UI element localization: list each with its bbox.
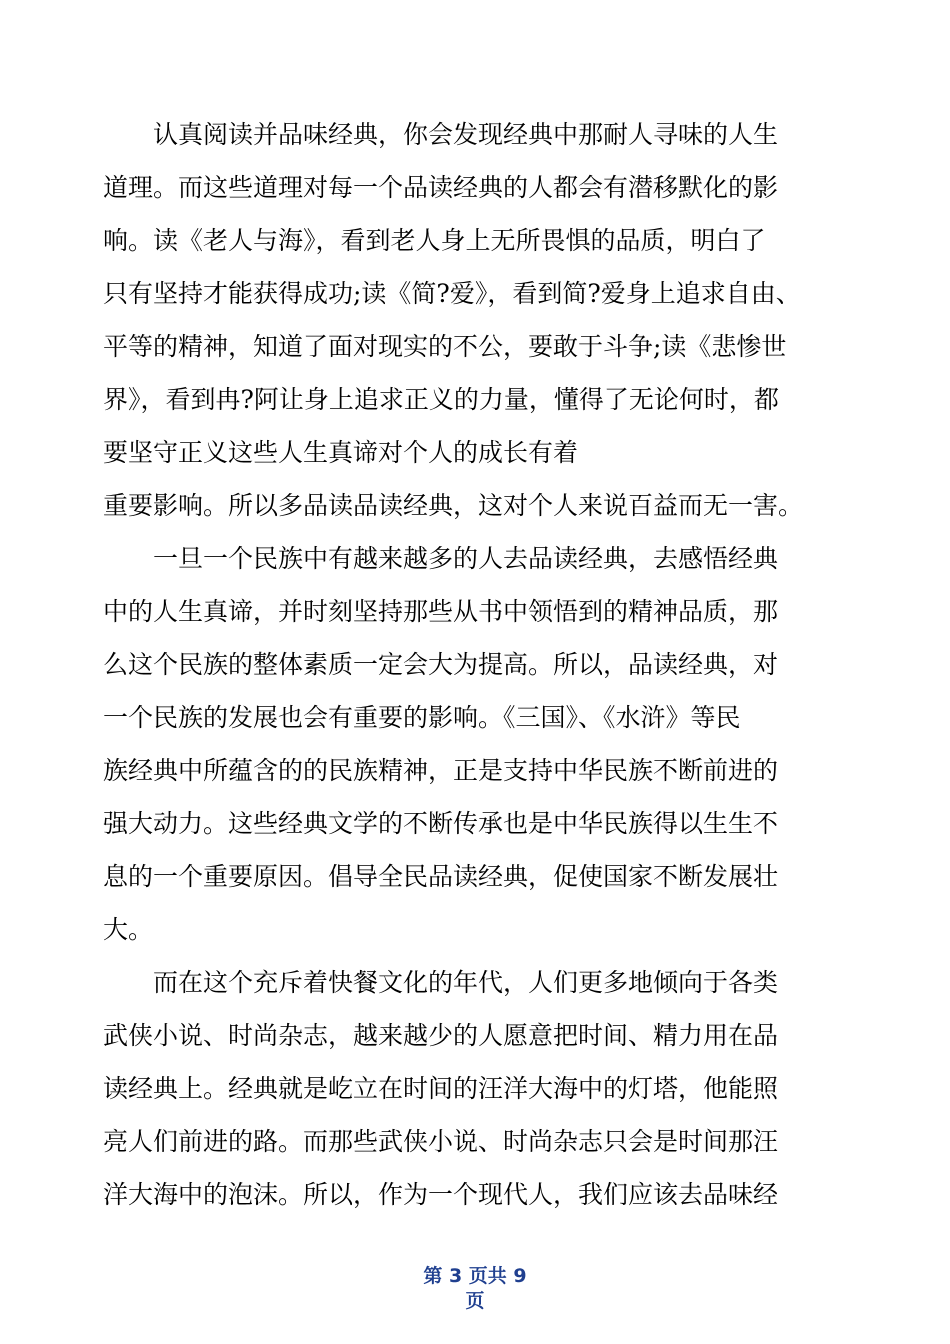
text-line: 亮人们前进的路。而那些武侠小说、时尚杂志只会是时间那汪: [103, 1127, 779, 1156]
text-line: 强大动力。这些经典文学的不断传承也是中华民族得以生生不: [103, 809, 779, 838]
text-line: 息的一个重要原因。倡导全民品读经典，促使国家不断发展壮: [103, 862, 779, 891]
text-line: 而在这个充斥着快餐文化的年代，人们更多地倾向于各类: [103, 968, 779, 997]
text-line: 中的人生真谛，并时刻坚持那些从书中领悟到的精神品质，那: [103, 597, 779, 626]
text-line: 族经典中所蕴含的的民族精神，正是支持中华民族不断前进的: [103, 756, 779, 785]
page-number-continued: 页: [465, 1290, 485, 1312]
text-line: 重要影响。所以多品读品读经典，这对个人来说百益而无一害。: [103, 491, 804, 520]
text-line: 大。: [103, 915, 154, 944]
text-line: 一个民族的发展也会有重要的影响。《三国》、《水浒》等民: [103, 703, 741, 732]
text-line: 么这个民族的整体素质一定会大为提高。所以，品读经典，对: [103, 650, 779, 679]
text-line: 武侠小说、时尚杂志，越来越少的人愿意把时间、精力用在品: [103, 1021, 779, 1050]
page-number: 第 3 页共 9: [423, 1265, 527, 1287]
text-line: 响。读《老人与海》，看到老人身上无所畏惧的品质，明白了: [103, 226, 766, 255]
text-line: 一旦一个民族中有越来越多的人去品读经典，去感悟经典: [103, 544, 779, 573]
text-line: 要坚守正义这些人生真谛对个人的成长有着: [103, 438, 579, 467]
text-line: 只有坚持才能获得成功;读《简?爱》，看到简?爱身上追求自由、: [103, 279, 801, 308]
text-line: 洋大海中的泡沫。所以，作为一个现代人，我们应该去品味经: [103, 1180, 779, 1209]
text-line: 平等的精神，知道了面对现实的不公，要敢于斗争;读《悲惨世: [103, 332, 787, 361]
text-line: 界》，看到冉?阿让身上追求正义的力量，懂得了无论何时，都: [103, 385, 779, 414]
text-line: 认真阅读并品味经典，你会发现经典中那耐人寻味的人生: [103, 120, 779, 149]
text-line: 读经典上。经典就是屹立在时间的汪洋大海中的灯塔，他能照: [103, 1074, 779, 1103]
text-line: 道理。而这些道理对每一个品读经典的人都会有潜移默化的影: [103, 173, 779, 202]
